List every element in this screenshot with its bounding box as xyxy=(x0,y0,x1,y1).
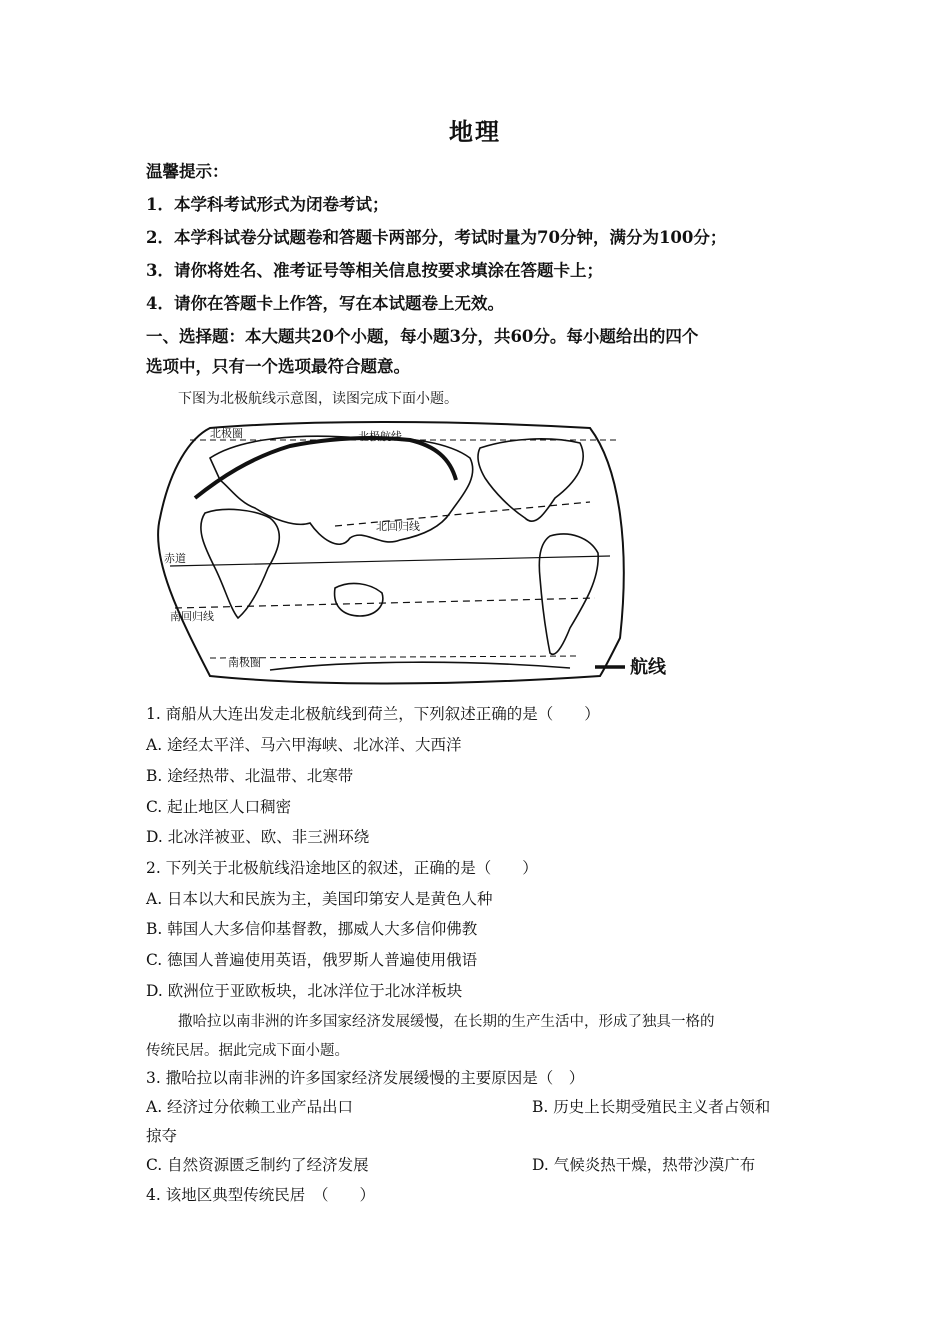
antarctica-shape xyxy=(270,662,570,670)
section-heading-line-2: 选项中，只有一个选项最符合题意。 xyxy=(146,357,410,376)
q1-stem: 1. 商船从大连出发走北极航线到荷兰，下列叙述正确的是（ ） xyxy=(146,705,600,723)
notice-item-3: 3．请你将姓名、准考证号等相关信息按要求填涂在答题卡上； xyxy=(146,261,603,280)
map-frame xyxy=(158,422,624,684)
tropic-cancer-line xyxy=(335,502,590,526)
notice-item-1: 1．本学科考试形式为闭卷考试； xyxy=(146,195,389,214)
q1-option-a: A. 途经太平洋、马六甲海峡、北冰洋、大西洋 xyxy=(146,736,462,754)
q1-option-d: D. 北冰洋被亚、欧、非三洲环绕 xyxy=(146,828,370,846)
q2-stem: 2. 下列关于北极航线沿途地区的叙述，正确的是（ ） xyxy=(146,859,538,877)
notice-heading: 温馨提示： xyxy=(146,162,229,181)
label-arctic-route: 北极航线 xyxy=(358,430,402,443)
label-antarctic-circle: 南极圈 xyxy=(228,656,261,669)
label-equator: 赤道 xyxy=(164,552,186,565)
q3-stem: 3. 撒哈拉以南非洲的许多国家经济发展缓慢的主要原因是（ ） xyxy=(146,1069,585,1087)
label-tropic-capricorn: 南回归线 xyxy=(170,610,214,623)
antarctic-circle-line xyxy=(210,656,580,658)
q3-option-d: D. 气候炎热干燥，热带沙漠广布 xyxy=(532,1156,756,1174)
label-arctic-circle: 北极圈 xyxy=(210,427,243,440)
map-figure xyxy=(150,418,680,690)
australia-shape xyxy=(335,583,383,616)
intro2-line-1: 撒哈拉以南非洲的许多国家经济发展缓慢，在长期的生产生活中，形成了独具一格的 xyxy=(178,1014,715,1030)
q3-option-b-continued: 掠夺 xyxy=(146,1127,178,1145)
south-america-shape xyxy=(539,534,598,654)
q3-option-c: C. 自然资源匮乏制约了经济发展 xyxy=(146,1156,369,1174)
arctic-route-map xyxy=(150,418,680,690)
q2-option-a: A. 日本以大和民族为主，美国印第安人是黄色人种 xyxy=(146,890,493,908)
q2-option-d: D. 欧洲位于亚欧板块，北冰洋位于北冰洋板块 xyxy=(146,982,463,1000)
page-title: 地理 xyxy=(449,117,501,146)
equator-line xyxy=(170,556,610,566)
q3-option-b: B. 历史上长期受殖民主义者占领和 xyxy=(532,1098,771,1116)
north-america-shape xyxy=(478,439,583,521)
q4-stem: 4. 该地区典型传统民居 （ ） xyxy=(146,1186,375,1204)
q3-option-a: A. 经济过分依赖工业产品出口 xyxy=(146,1098,354,1116)
notice-item-4: 4．请你在答题卡上作答，写在本试题卷上无效。 xyxy=(146,294,504,313)
section-heading-line-1: 一、选择题：本大题共20个小题，每小题3分，共60分。每小题给出的四个 xyxy=(146,327,699,346)
map-intro: 下图为北极航线示意图，读图完成下面小题。 xyxy=(178,391,458,407)
legend-label: 航线 xyxy=(630,657,666,678)
eurasia-shape xyxy=(210,436,473,544)
notice-item-2: 2．本学科试卷分试题卷和答题卡两部分，考试时量为70分钟，满分为100分； xyxy=(146,228,727,247)
tropic-capricorn-line xyxy=(175,598,595,608)
q1-option-c: C. 起止地区人口稠密 xyxy=(146,798,292,816)
label-tropic-cancer: 北回归线 xyxy=(376,520,420,533)
intro2-line-2: 传统民居。据此完成下面小题。 xyxy=(146,1043,349,1059)
q1-option-b: B. 途经热带、北温带、北寒带 xyxy=(146,767,354,785)
q2-option-c: C. 德国人普遍使用英语，俄罗斯人普遍使用俄语 xyxy=(146,951,478,969)
q2-option-b: B. 韩国人大多信仰基督教，挪威人大多信仰佛教 xyxy=(146,920,478,938)
